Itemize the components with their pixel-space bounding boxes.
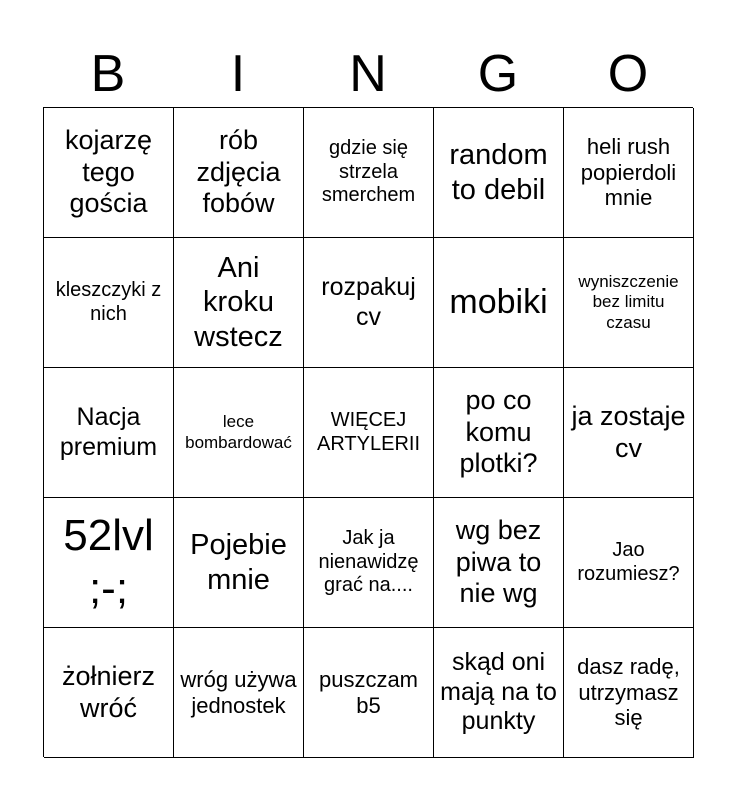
cell-text: rozpakuj cv [321, 273, 416, 331]
bingo-cell-r5c2[interactable] [174, 628, 304, 758]
cell-text: gdzie się strzela smerchem [321, 137, 416, 207]
cell-text: Jak ja nienawidzę grać na.... [318, 527, 419, 597]
bingo-cell-r5c5[interactable] [564, 628, 694, 758]
cell-text: Ani kroku wstecz [194, 252, 283, 353]
bingo-cell-r2c2[interactable] [174, 238, 304, 368]
cell-text: wyniszczenie bez limitu czasu [578, 272, 679, 332]
header-letter-o: O [607, 45, 649, 103]
bingo-cell-r1c4[interactable] [434, 108, 564, 238]
bingo-cell-r2c4[interactable] [434, 238, 564, 368]
bingo-cell-r1c5[interactable] [564, 108, 694, 238]
cell-text: rób zdjęcia fobów [196, 124, 281, 219]
bingo-board [43, 107, 693, 757]
bingo-cell-r4c1[interactable] [44, 498, 174, 628]
cell-text: Jao rozumiesz? [577, 538, 680, 585]
bingo-cell-r2c1[interactable] [44, 238, 174, 368]
bingo-cell-r1c2[interactable] [174, 108, 304, 238]
header-letter-b: B [90, 45, 126, 103]
bingo-cell-r3c5[interactable] [564, 368, 694, 498]
cell-text: mobiki [449, 283, 548, 322]
bingo-cell-r5c1[interactable] [44, 628, 174, 758]
bingo-cell-r3c3[interactable] [304, 368, 434, 498]
cell-text: wg bez piwa to nie wg [455, 514, 542, 609]
bingo-cell-r2c5[interactable] [564, 238, 694, 368]
cell-text: lece bombardować [185, 412, 292, 452]
cell-text: skąd oni mają na to punkty [440, 648, 557, 736]
header-letter-n: N [349, 45, 387, 103]
cell-text: Pojebie mnie [190, 529, 287, 596]
cell-text: 52lvl ;-; [63, 510, 154, 613]
cell-text: ja zostaje cv [571, 400, 686, 463]
cell-text: random to debil [449, 139, 548, 206]
bingo-cell-r5c3[interactable] [304, 628, 434, 758]
bingo-cell-r1c1[interactable] [44, 108, 174, 238]
cell-text: dasz radę, utrzymasz się [577, 653, 680, 731]
cell-text: po co komu plotki? [459, 384, 538, 479]
bingo-cell-r4c5[interactable] [564, 498, 694, 628]
cell-text: kojarzę tego gościa [64, 124, 153, 219]
bingo-header [43, 40, 693, 108]
bingo-cell-r3c1[interactable] [44, 368, 174, 498]
bingo-cell-r3c2[interactable] [174, 368, 304, 498]
cell-text: kleszczyki z nich [55, 278, 162, 325]
cell-text: wróg używa jednostek [180, 666, 297, 718]
cell-text: Nacja premium [59, 403, 158, 461]
bingo-cell-r4c2[interactable] [174, 498, 304, 628]
cell-text: WIĘCEJ ARTYLERII [317, 408, 420, 455]
header-letter-i: I [230, 45, 246, 103]
bingo-cell-r4c3[interactable] [304, 498, 434, 628]
bingo-cell-r1c3[interactable] [304, 108, 434, 238]
header-letter-g: G [477, 45, 519, 103]
cell-text: heli rush popierdoli mnie [580, 133, 677, 211]
bingo-cell-r4c4[interactable] [434, 498, 564, 628]
bingo-cell-r2c3[interactable] [304, 238, 434, 368]
bingo-cell-r5c4[interactable] [434, 628, 564, 758]
cell-text: puszczam b5 [318, 666, 419, 718]
cell-text: żołnierz wróć [61, 660, 156, 723]
bingo-cell-r3c4[interactable] [434, 368, 564, 498]
